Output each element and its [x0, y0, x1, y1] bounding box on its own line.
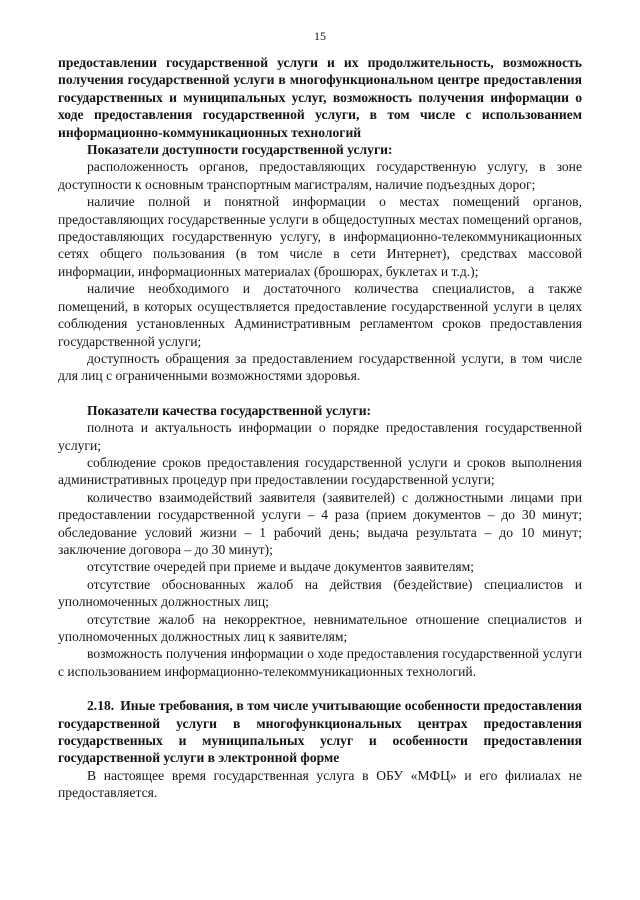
accessibility-heading: Показатели доступности государственной услуги:	[87, 142, 393, 158]
quality-item: полнота и актуальность информации о порядке предоставления государственной услуги;	[58, 420, 582, 453]
section-2-18-body: В настоящее время государственная услуга в ОБУ «МФЦ» и его филиалах не предоставляется.	[58, 767, 582, 801]
section-2-18-heading	[58, 697, 582, 767]
intro-bold-heading: предоставлении государственной услуги и их продолжительность, возможность получения государственной услуги в многофункциональном центре предоставления государственных и муниципальных услуг, возможность получения информации о ходе предоставления государственной услуги, в том числе с использованием информационно-коммуникационных технологий	[58, 55, 582, 140]
accessibility-item: наличие необходимого и достаточного количества специалистов, а также помещений, в которых осуществляется предоставление государственной услуги в целях соблюдения установленных Административным регламентом сроков предоставления государственной услуги;	[58, 281, 582, 349]
quality-item: отсутствие обоснованных жалоб на действия (бездействие) специалистов и уполномоченных должностных лиц;	[58, 576, 582, 610]
page-number: 15	[314, 29, 326, 43]
quality-item: количество взаимодействий заявителя (заявителей) с должностными лицами при предоставлении государственной услуги – 4 раза (прием документов – до 30 минут; обследование условий жизни – 1 рабочий день; выдача результата – до 10 минут; заключение договора – до 30 минут);	[58, 489, 582, 557]
quality-item: отсутствие жалоб на некорректное, невнимательное отношение специалистов и уполномоченных должностных лиц к заявителям;	[58, 611, 582, 644]
section-number: 2.18.	[87, 698, 115, 714]
accessibility-item: расположенность органов, предоставляющих государственную услугу, в зоне доступности к основным транспортным магистралям, наличие подъездных дорог;	[58, 159, 582, 192]
section-title: Иные требования, в том числе учитывающие особенности предоставления государственной услуги в многофункциональных центрах предоставления государственных и муниципальных услуг и особенности предоставления государственной услуги в электронной форме	[58, 698, 582, 766]
spacer	[58, 385, 582, 402]
accessibility-item: доступность обращения за предоставлением государственной услуги, в том числе для лиц с ограниченными возможностями здоровья.	[58, 350, 582, 384]
quality-item: соблюдение сроков предоставления государственной услуги и сроков выполнения административных процедур при предоставлении государственной услуги;	[58, 454, 582, 488]
quality-item: возможность получения информации о ходе предоставления государственной услуги с использованием информационно-телекоммуникационных технологий.	[58, 646, 582, 679]
quality-heading: Показатели качества государственной услуги:	[87, 402, 372, 418]
spacer	[58, 680, 582, 697]
accessibility-item: наличие полной и понятной информации о местах помещений органов, предоставляющих государственные услуги в общедоступных местах помещений органов, предоставляющих государственную услугу, в информационно-телекоммуникационных сетях общего пользования (в том числе в сети Интернет), средствах массовой информации, информационных материалах (брошюрах, буклетах и т.д.);	[58, 194, 582, 279]
quality-item: отсутствие очередей при приеме и выдаче документов заявителям;	[87, 559, 474, 575]
